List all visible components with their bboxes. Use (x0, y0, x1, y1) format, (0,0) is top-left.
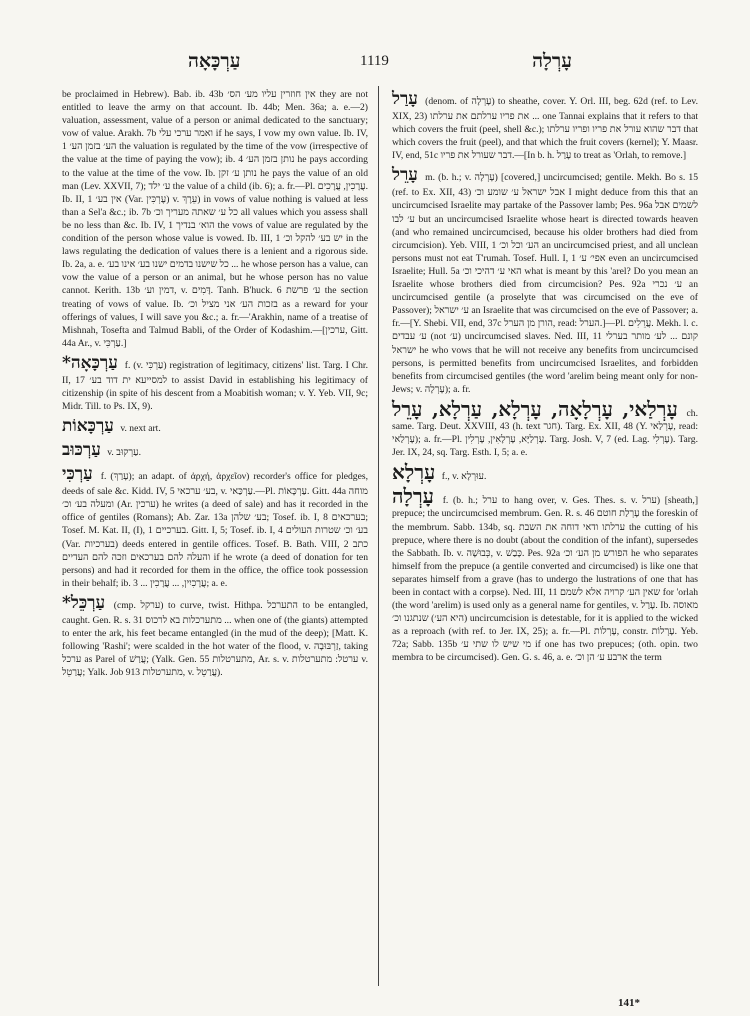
dictionary-entry (62, 352, 368, 413)
entry-headword: עָרֵל (392, 165, 418, 186)
dictionary-entry (392, 164, 698, 396)
dictionary-entry (392, 485, 698, 664)
entry-headword: *עַרְכֵּל (62, 592, 106, 613)
entry-headword: עַרְכִּי (62, 464, 93, 485)
column-divider (378, 86, 379, 986)
entry-text: m. (b. h.; v. עָרְלָה) [covered,] uncircumcised; gentile. Mekh. Bo s. 15 (ref. to Ex. XII, 43) אבל ישראל ע׳ שומע וכ׳ I might deduce from this that an uncircumcised Israelite may partake of the Passover lamb; Pes. 96a לשמים אבל ע׳ לבו but an uncircumcised Israelite whose heart is directed towards heaven (and who remained uncircumcised, because his older brothers had died from circumcision). Yeb. VIII, 1 הע׳ וכל וכ׳ an uncircumcised priest, and all unclean persons must not eat T'rumah. Tosef. Hull. I, 1 אפי׳ ע׳ even an uncircumcised Israelite; Hull. 5a האי ע׳ דהיכי וכ׳ what is meant by this 'arel? Do you mean an Israelite whose brothers died from circumcision? Pes. 92a ע׳ נכרי an uncircumcised gentile (a proselyte that was circumcised on the eve of Passover); ע׳ ישראל an Israelite that was circumcised on the eve of Passover; a. fr.—[Y. Shebi. VII, end, 37c הורן מן הערל, read: הערל.]—Pl. עֲרֵלִים. Mekh. l. c. ע׳ עבדים (not ע׳) uncircumcised slaves. Ned. III, 11 קונם ... לע׳ מותר בערלי ישראל he who vows that he will not receive any benefits from uncircumcised persons, is permitted benefits from uncircumcised Israelites, and forbidden benefits from circumcised gentiles (the word 'arelim being meant only for non-Jews; v. עָרְלָה); a. fr. (392, 172, 699, 395)
dictionary-entry (62, 463, 368, 590)
dictionary-entry (392, 398, 698, 459)
entry-text: f. (v. עַרְכִּי) registration of legitimacy, citizens' list. Targ. I Chr. II, 17 למסייעא ית דוד בע׳ to assist David in establishing his legitimacy of citizenship (in spite of his descent from a Moabitish woman; v. Y. Yeb. VII, 9c; Midr. Till. to Ps. IX, 9). (62, 359, 368, 413)
dictionary-entry (392, 88, 698, 162)
entry-text: v. עַרְקוּב. (107, 447, 141, 459)
entry-headword: עָרַל (392, 89, 418, 109)
entry-text: be proclaimed in Hebrew). Bab. ib. 43b אין חוזרין עליו מע׳ הס׳ they are not entitled to leave the army on that account. Ib. 44b; Men. 36a; a. e.—2) valuation, assessment, value of a person or animal dedicated to the sanctuary; vow of value. Arakh. 7b ואמר ערכי עלי if he says, I vow my own value. Ib. IV, 1 הע׳ בזמן הע׳ the valuation is regulated by the time of the vow (irrespective of the value at the time of paying the vow); ib. 4 נותן בזמן הע׳ he pays according to the value at the time of the vow. Ib. נותן ע׳ זקן he pays the value of an old man (Lev. XXVII, 7); ע׳ ילד the value of a child (ib. 6); a. fr.—Pl. עֲרָכִין, עֲרָכִים. Ib. II, 1 אין בע׳ (Var. עֶרְכִּין) v. עֵרֶךְ) in vows of value nothing is valued at less than a Sel'a &c.; ib. 7b כל ע׳ שאתה מעריך וכ׳ all values which you assess shall be no less than &c. Ib. IV, 1 הוא׳ בנדיך the vows of value are regulated by the condition of the person whose value is vowed. Ib. III, 1 יש בע׳ להקל וכ׳ in the laws regulating the dedication of values there is a lenient and a rigorous side. Ib. 2a, a. e. כל שישנו בדמים ישנו בע׳ אינו בע׳ ... he whose person has a value, can vow the value of a person or an animal, but he whose person has no value cannot. Kerith. 13b דמין וע׳, v. דָּמִים. Tanh. B'huck. 6 ע׳ פרשת the section treating of vows of value. Ib. בזכות הע׳ אני מציל וכ׳ as a reward for your offerings of values, I will save you &c.; a. fr.—'Arakhin, name of a treatise of Mishnah, Tosefta and Talmud Babli, of the Order of Kodashim.—[ערכין, Gitt. 44a Ar., v. עַרְכִּי.] (62, 89, 369, 349)
page-header (62, 50, 698, 76)
entry-headword: *עַרְכָּאָה (62, 352, 118, 373)
running-headword-left: עַרְכָּאָה (188, 50, 241, 72)
entry-headword: עַרְכָּאוֹת (62, 416, 114, 437)
left-column (62, 88, 368, 681)
entry-text: ch. same. Targ. Deut. XXVIII, 43 (h. text חגר). Targ. Ex. XII, 48 (Y. עָרְלַאי, read: עָרְלַאי); a. fr.—Pl. עָרְלַיָּא, עָרְלָאִין, עָרְלִין. Targ. Josh. V, 7 (ed. Lag. עָרְלִי). Targ. Jer. IX, 24, sq. Targ. Esth. I, 5; a. e. (392, 407, 699, 459)
entry-text: f. (b. h.; ערל to hang over, v. Ges. Thes. s. v. ערל) [sheath,] prepuce; the uncircumcised membrum. Gen. R. s. 46 עָרְלַת חוטם the foreskin of the membrum. Sabb. 134b, sq. ערלתו ודאי דוחה את השבת the cutting of his prepuce, where there is no doubt (about the condition of the infant), supersedes the Sabbath. Ib. v. כְּבוּשָׁה, v. כָּבַשׁ. Pes. 92a הפורש מן הע׳ וכ׳ he who separates himself from the prepuce (a gentile converted and circumcised) is like one that separates himself from a grave (has to undergo the lustrations of one that has been in contact with a corpse). Ned. III, 11 שאין הע׳ קרויה אלא לשמם for 'orlah (the word 'arelim) is used only as a general name for gentiles, v. עָרַל. Ib. מאוסה (היא הע׳) שנתגנו וכ׳ uncircumcision is detestable, for it is applied to the wicked as a reproach (with ref. to Jer. IX, 25); a. fr.—Pl. עָרְלוֹת, constr. עָרְלוֹת. Yeb. 72a; Sabb. 135b מי שיש לו שתי ע׳ if one has two prepuces; (oth. opin. two membra to be circumcised). Gen. G. s. 46, a. e. ארבע ע׳ הן וכ׳ the term (392, 495, 699, 664)
entry-headword: עָרְלַאי, עָרְלָאָה, עָרְלָא, עַרְלָא, עָרֵל (392, 396, 678, 421)
signature-mark: 141* (618, 997, 640, 1009)
entry-headword: עָרְלָא (392, 460, 436, 485)
dictionary-entry (62, 415, 368, 437)
page-number: 1119 (360, 53, 389, 69)
right-column (392, 88, 698, 667)
dictionary-entry (62, 439, 368, 461)
entry-text: (denom. of עָרְלָה) to sheathe, cover. Y. Orl. III, beg. 62d (ref. to Lev. XIX, 23) את פריו ערלתם את ערלתו ... one Tannai explains that it refers to that which covers the fruit (peel, shell &c.); דבר שהוא עורל את פריו ופריו ערלתו that which covers the fruit (peel), and that which the fruit covers (kernel); Y. Maasr. IV, end, 51c דבר שעורל את פריו.—[In b. h. עָרַל to treat as 'Orlah, to remove.] (392, 96, 699, 162)
entry-text: f., v. עוּרְלָא. (441, 471, 487, 483)
running-headword-right: עָרְלָה (532, 50, 572, 72)
entry-text: (cmp. ערקל) to curve, twist. Hithpa. התערכל to be entangled, caught. Gen. R. s. 31 מתערכלות בא לרכוס ... when one of (the giants) attempted to enter the ark, his feet became entangled (in the mud of the deep); [Matt. K. following 'Rashi'; were scalded in the hot water of the flood, v. זַרְבּוּבָה, taking ערכל as Parel of עֲרַשׁ; (Yalk. Gen. 55 מתערטלות, Ar. s. v. ערטל: מתערטלות v. עֲרַטֵל; Yalk. Job 913 מתערטלות, v. עֲרַטֵל). (62, 599, 369, 679)
entry-text: v. next art. (120, 423, 161, 435)
dictionary-entry (62, 592, 368, 679)
dictionary-entry (62, 88, 368, 350)
dictionary-entry (392, 461, 698, 483)
entry-text: f. (עָרַךְ); an adapt. of ἀρχή, ἀρχεῖον) recorder's office for pledges, deeds of sale &c. Kidd. IV, 5 בע׳ ערכאי, v. עַרְכַּאי.—Pl. עַרְכָּאוֹת. Gitt. 44a מוחה ומעלה בע׳ וכ׳ (Ar. ערכין) he writes (a deed of sale) and has it recorded in the office of gentiles (Romans); Ab. Zar. 13a בע׳ שלהן; Tosef. ib. I, 8 בערכאים; Tosef. M. Kat. II, (I), 1 בערכיים. Gitt. I, 5; Tosef. ib. I, 4 בע׳ וכ׳ שטרות העולים (Var. בערכיות) deeds entered in gentile offices. Tosef. B. Bath. VIII, 2 כתב והעלה להם בערכאים וזכה להם העדיים if he wrote (a deed of donation for ten persons) and had it recorded for them in the office, the office took possession in their behalf; ib. 3 ... עֲרָכִיִין, ... עֲרָכִין; a. e. (62, 471, 369, 589)
entry-headword: עָרְלָה (392, 484, 435, 509)
entry-headword: עַרְכּוּב (62, 440, 101, 461)
